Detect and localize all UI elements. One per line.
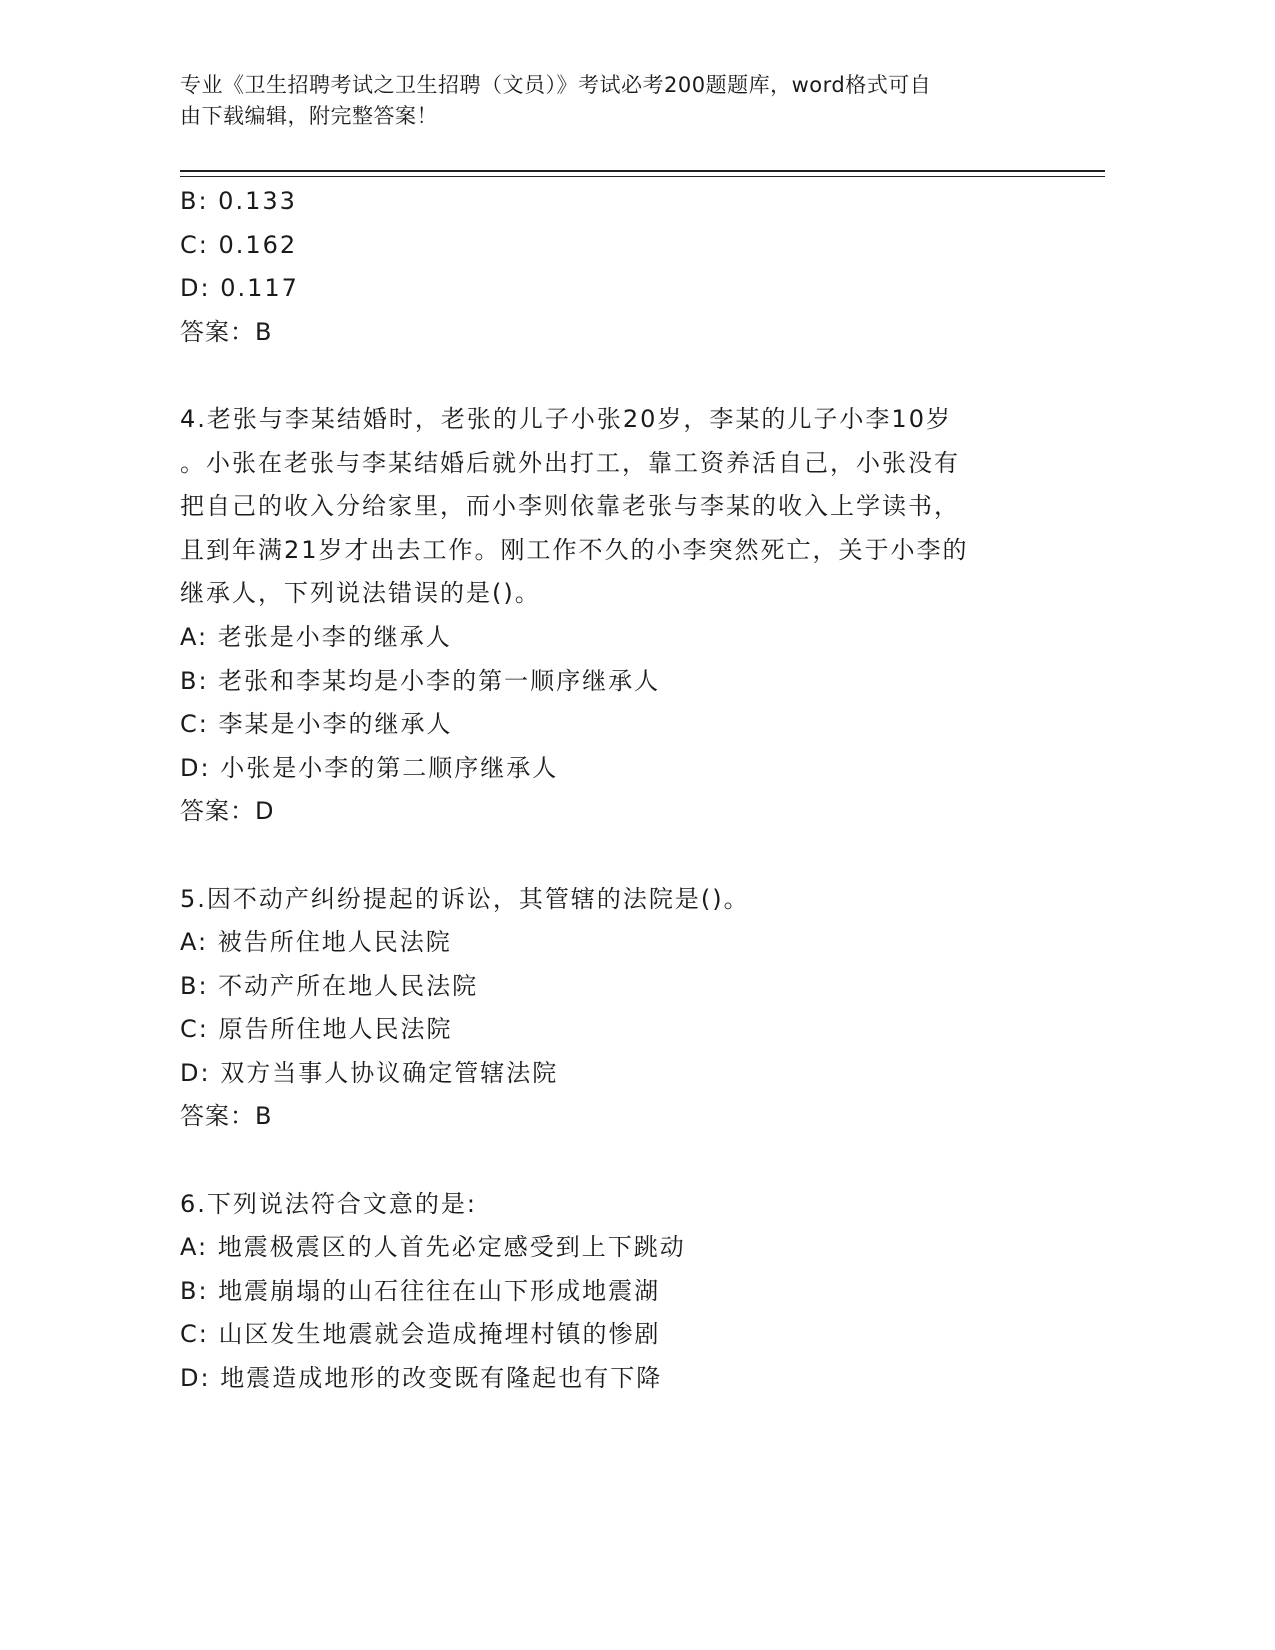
header-rule-thin [180,176,1105,177]
question-6 [180,1183,1105,1401]
option-a: A: 被告所住地人民法院 [180,928,452,957]
question-text-line: 。小张在老张与李某结婚后就外出打工，靠工资养活自己，小张没有 [180,448,960,477]
question-text-line: 4.老张与李某结婚时，老张的儿子小张20岁，李某的儿子小李10岁 [180,404,952,433]
question-text-line: 5.因不动产纠纷提起的诉讼，其管辖的法院是()。 [180,884,750,913]
option-b: B: 老张和李某均是小李的第一顺序继承人 [180,666,661,695]
question-5 [180,878,1105,1140]
answer-line: 答案：D [180,797,275,826]
answer-line: 答案：B [180,1102,273,1131]
question-text-line: 继承人，下列说法错误的是()。 [180,579,541,608]
question-text [180,398,1030,616]
spacer [180,1139,1105,1183]
question-text [180,878,1030,922]
question-text-line: 把自己的收入分给家里，而小李则依靠老张与李某的收入上学读书， [180,492,960,521]
option-a: A: 老张是小李的继承人 [180,622,452,651]
option-c: C: 原告所住地人民法院 [180,1015,453,1044]
document-content [180,180,1105,1401]
option-c: C: 李某是小李的继承人 [180,710,453,739]
option-a: A: 地震极震区的人首先必定感受到上下跳动 [180,1233,686,1262]
option-c: C: 山区发生地震就会造成掩埋村镇的惨剧 [180,1320,661,1349]
question-4 [180,398,1105,834]
header-line-2: 由下载编辑，附完整答案！ [180,104,438,128]
header-line-1: 专业《卫生招聘考试之卫生招聘（文员）》考试必考200题题库，word格式可自 [180,73,932,97]
option-d: D: 双方当事人协议确定管辖法院 [180,1058,559,1087]
option-b: B: 地震崩塌的山石往往在山下形成地震湖 [180,1276,661,1305]
document-header [180,70,1040,132]
option-d: D: 0.117 [180,274,299,303]
option-b: B: 0.133 [180,187,297,215]
spacer [180,354,1105,398]
question-3-tail [180,180,1105,354]
option-d: D: 小张是小李的第二顺序继承人 [180,753,559,782]
option-d: D: 地震造成地形的改变既有隆起也有下降 [180,1364,663,1393]
answer-line: 答案：B [180,317,273,346]
option-c: C: 0.162 [180,230,298,259]
question-text [180,1183,1030,1227]
question-text-line: 且到年满21岁才出去工作。刚工作不久的小李突然死亡，关于小李的 [180,535,969,564]
header-rule-thick [180,170,1105,172]
spacer [180,834,1105,878]
option-b: B: 不动产所在地人民法院 [180,971,479,1000]
question-text-line: 6.下列说法符合文意的是: [180,1189,477,1218]
